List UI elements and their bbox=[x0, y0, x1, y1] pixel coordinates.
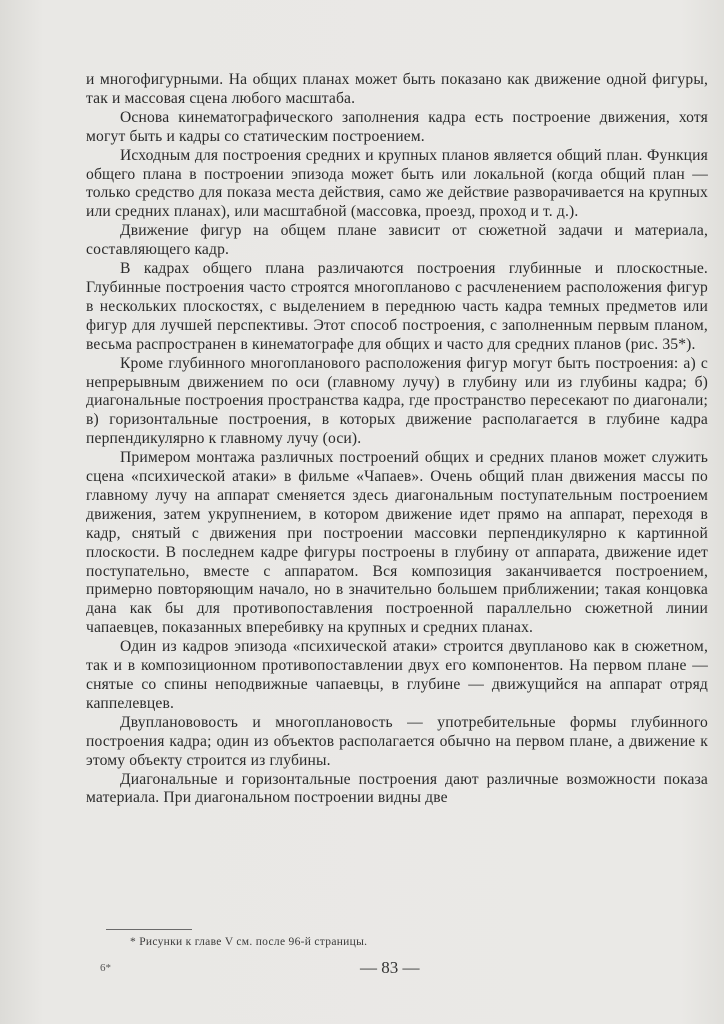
page-number: — 83 — bbox=[360, 958, 420, 977]
footnote: * Рисунки к главе V см. после 96-й страницы. bbox=[130, 936, 368, 948]
paragraph-3: Исходным для построения средних и крупных планов является общий план. Функция общего плана в построении эпизода может быть или локальной (когда общий план — только средство для показа места действия, само же действие разворачивается на крупных или средних планах), или масштабной (массовка, проезд, проход и т. д.). bbox=[86, 146, 708, 221]
paragraph-9: Двупланововость и многоплановость — употребительные формы глубинного построения кадра; один из объектов располагается обычно на первом плане, а движение к этому объекту строится из глубины. bbox=[86, 713, 708, 769]
paragraph-4: Движение фигур на общем плане зависит от сюжетной задачи и материала, составляющего кадр. bbox=[86, 222, 708, 259]
body-text bbox=[86, 71, 708, 808]
paragraph-7: Примером монтажа различных построений общих и средних планов может служить сцена «психической атаки» в фильме «Чапаев». Очень общий план движения массы по главному лучу на аппарат сменяется здесь диагональным поступательным построением движения, затем укрупнением, в котором движение идет прямо на аппарат, переходя в кадр, снятый с движения при построении массовки перпендикулярно к картинной плоскости. В последнем кадре фигуры построены в глубину от аппарата, движение идет поступательно, вместе с аппаратом. Вся композиция заканчивается построением, примерно повторяющим начало, но в значительно большем приближении; такая концовка дана как бы для противопоставления построенной параллельно сюжетной линии чапаевцев, показанных вперебивку на крупных и средних планах. bbox=[86, 449, 708, 637]
paragraph-8: Один из кадров эпизода «психической атаки» строится двупланово как в сюжетном, так и в композиционном противопоставлении двух его компонентов. На первом плане — снятые со спины неподвижные чапаевцы, в глубине — движущийся на аппарат отряд каппелевцев. bbox=[86, 638, 708, 712]
paragraph-2: Основа кинематографического заполнения кадра есть построение движения, хотя могут быть и кадры со статическим построением. bbox=[86, 108, 708, 145]
paragraph-5: В кадрах общего плана различаются построения глубинные и плоскостные. Глубинные построения часто строятся многопланово с расчленением расположения фигур в нескольких плоскостях, с выделением в переднюю часть кадра темных предметов или фигур для лучшей перспективы. Этот способ построения, с заполненным первым планом, весьма распространен в кинематографе для общих и часто для средних планов (рис. 35*). bbox=[86, 260, 708, 353]
paragraph-6: Кроме глубинного многопланового расположения фигур могут быть построения: а) с непрерывным движением по оси (главному лучу) в глубину или из глубины кадра; б) диагональные построения пространства кадра, где пространство пересекают по диагонали; в) горизонтальные построения, в которых движение располагается в глубине кадра перпендикулярно к главному лучу (оси). bbox=[86, 354, 708, 448]
footnote-divider bbox=[106, 929, 192, 930]
signature-mark: 6* bbox=[100, 962, 111, 974]
paragraph-10: Диагональные и горизонтальные построения дают различные возможности показа материала. При диагональном построении видны две bbox=[86, 770, 708, 807]
paragraph-1: и многофигурными. На общих планах может быть показано как движение одной фигуры, так и массовая сцена любого масштаба. bbox=[86, 71, 708, 107]
